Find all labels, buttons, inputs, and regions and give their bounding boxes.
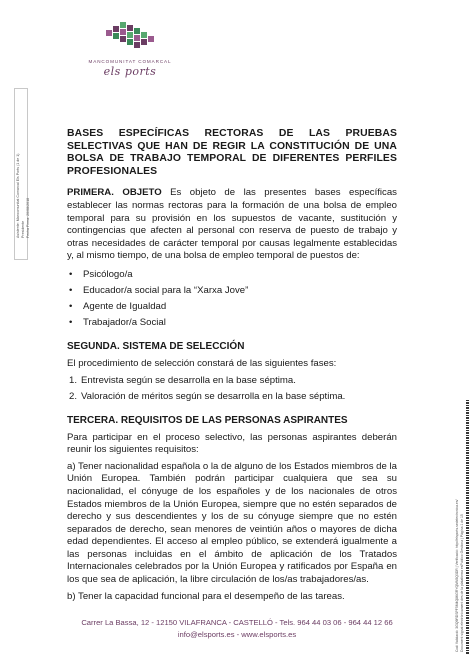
- document-title: BASES ESPECÍFICAS RECTORAS DE LAS PRUEBAS SELECTIVAS QUE HAN DE REGIR LA CONSTITUCIÓN DE UNA BOLSA DE TRABAJO TEMPORAL DE DIFERENTES PERFILES PROFESIONALES: [67, 128, 397, 177]
- list-item: • Agente de Igualdad: [67, 299, 397, 315]
- logo-mosaic-icon: [100, 22, 162, 58]
- list-item: • Trabajador/a Social: [67, 315, 397, 331]
- section-1-heading: PRIMERA. OBJETO: [67, 187, 162, 199]
- list-number: 1.: [69, 374, 78, 386]
- footer-address: Carrer La Bassa, 12 - 12150 VILAFRANCA - CASTELLÓ - Tels. 964 44 03 06 - 964 44 12 66: [81, 618, 393, 627]
- section-3-heading: TERCERA. REQUISITOS DE LAS PERSONAS ASPIRANTES: [67, 414, 348, 426]
- requirement-a: a) Tener nacionalidad española o la de alguno de los Estados miembros de la Unión Europea. También podrán participar cualquiera que sea su nacionalidad, el cónyuge de los españoles y de los nacionales de otros Estados miembros de la Unión Europea, siempre que no estén separados de derecho y sus descendientes y los de su cónyuge siempre que no estén separados de derecho, sean menores de veintiún años o mayores de dicha edad dependientes. El acceso al empleo público, se extenderá igualmente a las personas incluidas en el ámbito de aplicación de los Tratados Internacionales celebrados por la Unión Europea y ratificados por España en los que sea de aplicación, la libre circulación de los/as trabajadores/as.: [67, 460, 397, 586]
- section-1-text: Es objeto de las presentes bases específicas establecer las normas rectoras para la formación de una bolsa de empleo temporal para su provisión en los supuestos de vacante, sustitución y contingencias que afecten al personal con reserva de puesto de trabajo y otras necesidades de carácter temporal por causas legalmente establecidas y, al mismo tiempo, de una bolsa de empleo temporal de puestos de:: [67, 187, 397, 262]
- list-number: 2.: [69, 390, 78, 402]
- requirement-b: b) Tener la capacidad funcional para el desempeño de las tareas.: [67, 590, 345, 602]
- phase-list: [67, 373, 397, 405]
- section-2-heading: SEGUNDA. SISTEMA DE SELECCIÓN: [67, 340, 245, 352]
- validation-line-2: Document signat electrònicament des de la plataforma esPublico Gestiona | Pàgina 1 de 15: [460, 514, 464, 652]
- stamp-line-1: Asistente: Mancomunitat Comarcal Els Ports (1 de 1): [16, 153, 20, 238]
- section-3-intro: Para participar en el proceso selectivo, las personas aspirantes deberán reunir los siguientes requisitos:: [67, 431, 397, 456]
- list-item: [67, 389, 397, 405]
- stamp-line-2: Presidente: [21, 220, 25, 238]
- page-footer: [0, 617, 474, 641]
- organization-logo: [70, 22, 190, 78]
- logo-subtitle: MANCOMUNITAT COMARCAL: [88, 59, 172, 64]
- stamp-line-3: Fecha Firma: 20/08/2018: [26, 197, 30, 238]
- list-item: • Educador/a social para la “Xarxa Jove”: [67, 283, 397, 299]
- signature-stamp: [8, 88, 30, 260]
- section-2-text: El procedimiento de selección constará de las siguientes fases:: [67, 357, 337, 369]
- validation-line-1: Codi Validació: 3GQ9RDSPF5M4Q8KGRYQMN5Q3DR | Verificació: http://elsports.sedelectronica.es/: [455, 499, 459, 652]
- logo-name: els ports: [103, 65, 157, 78]
- footer-contact: info@elsports.es - www.elsports.es: [177, 630, 297, 639]
- list-item: [67, 373, 397, 389]
- list-text: Valoración de méritos según se desarrolla en la base séptima.: [81, 390, 346, 402]
- section-1-paragraph: [67, 187, 397, 263]
- document-body: [67, 128, 397, 603]
- list-text: Entrevista según se desarrolla en la base séptima.: [81, 374, 296, 386]
- profile-list: [67, 267, 397, 331]
- list-item: • Psicólogo/a: [67, 267, 397, 283]
